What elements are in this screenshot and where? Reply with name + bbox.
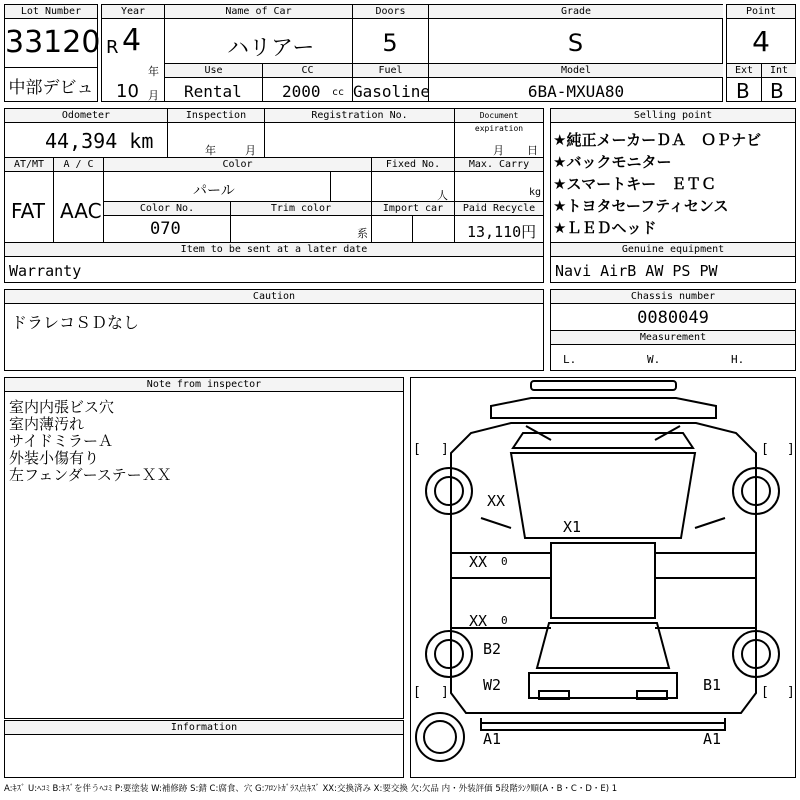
chassis-box bbox=[550, 289, 796, 371]
mark-b1: B1 bbox=[703, 676, 722, 694]
caution-label: Caution bbox=[5, 290, 543, 304]
inspection-label: Inspection bbox=[167, 109, 264, 123]
bracket-right-bottom: [ bbox=[761, 685, 769, 700]
point-box bbox=[726, 4, 796, 102]
atmt-label: AT/MT bbox=[5, 158, 53, 172]
bracket-right-bottom-close: ] bbox=[787, 685, 795, 700]
bracket-left-top: [ bbox=[413, 442, 421, 457]
colorno-label: Color No. bbox=[104, 202, 230, 216]
lot-number: 33120 bbox=[5, 25, 101, 60]
auction-venue: 中部デビュ bbox=[8, 78, 94, 98]
colorno-value: 070 bbox=[150, 219, 181, 239]
insp-month-unit: 月 bbox=[245, 144, 256, 157]
registration-label: Registration No. bbox=[264, 109, 454, 123]
car-diagram-box bbox=[410, 377, 796, 778]
color-value: パール bbox=[193, 183, 235, 199]
doors-label: Doors bbox=[352, 5, 428, 19]
information-label: Information bbox=[5, 721, 403, 735]
car-header-box bbox=[101, 4, 723, 102]
mark-front-door: XX bbox=[469, 553, 488, 571]
name-label: Name of Car bbox=[164, 5, 352, 19]
selling-item: ★純正メーカーＤＡ ＯＰナビ bbox=[553, 131, 762, 149]
bracket-left-top-close: ] bbox=[441, 442, 449, 457]
import-label: Import car bbox=[372, 202, 454, 216]
trim-unit: 系 bbox=[357, 227, 368, 240]
lot-label: Lot Number bbox=[5, 5, 97, 19]
doc-day-unit: 日 bbox=[527, 144, 538, 157]
details-box bbox=[4, 108, 544, 283]
odometer-value: 44,394 km bbox=[45, 129, 154, 153]
grade-label: Grade bbox=[428, 5, 723, 19]
trim-label: Trim color bbox=[231, 202, 371, 216]
recycle-label: Paid Recycle bbox=[455, 202, 543, 216]
ac-value: AAC bbox=[60, 199, 102, 223]
year-label: Year bbox=[102, 5, 164, 19]
model-value: 6BA-MXUA80 bbox=[527, 82, 625, 101]
inspector-line: サイドミラーＡ bbox=[9, 432, 113, 450]
month-value: 10 bbox=[116, 81, 139, 102]
later-label: Item to be sent at a later date bbox=[5, 243, 543, 257]
model-label: Model bbox=[429, 64, 723, 78]
genuine-label: Genuine equipment bbox=[551, 243, 795, 257]
doc-exp-label: Document expiration bbox=[454, 109, 543, 123]
mark-b2: B2 bbox=[483, 640, 502, 658]
atmt-value: FAT bbox=[11, 199, 46, 223]
carry-label: Max. Carry bbox=[454, 158, 543, 172]
selling-label: Selling point bbox=[551, 109, 795, 123]
use-value: Rental bbox=[184, 82, 242, 101]
use-label: Use bbox=[165, 64, 262, 78]
genuine-value: Navi AirB AW PS PW bbox=[555, 262, 718, 280]
grade-value: S bbox=[567, 29, 584, 57]
measure-w: W. bbox=[647, 353, 661, 366]
later-value: Warranty bbox=[9, 262, 82, 280]
inspector-line: 外装小傷有り bbox=[9, 449, 100, 467]
color-label: Color bbox=[103, 158, 371, 172]
mark-a1-left: A1 bbox=[483, 730, 502, 748]
mark-a1-right: A1 bbox=[703, 730, 722, 748]
year-unit: 年 bbox=[148, 65, 159, 78]
year-value: 4 bbox=[122, 23, 142, 58]
car-name: ハリアー bbox=[227, 36, 315, 61]
selling-item: ★バックモニター bbox=[553, 153, 672, 171]
fuel-value: Gasoline bbox=[353, 82, 431, 101]
selling-item: ★ＬＥＤヘッド bbox=[553, 219, 657, 237]
car-diagram bbox=[411, 378, 795, 777]
mark-zero-2: 0 bbox=[501, 614, 508, 627]
insp-year-unit: 年 bbox=[205, 144, 216, 157]
bracket-left-bottom-close: ] bbox=[441, 685, 449, 700]
year-era: R bbox=[106, 37, 119, 58]
selling-item: ★トヨタセーフティセンス bbox=[553, 197, 729, 215]
bracket-right-top-close: ] bbox=[787, 442, 795, 457]
chassis-label: Chassis number bbox=[551, 290, 795, 304]
cc-unit: cc bbox=[332, 87, 345, 98]
ac-label: A / C bbox=[53, 158, 103, 172]
information-box bbox=[4, 720, 404, 778]
point-label: Point bbox=[727, 5, 795, 19]
mark-rear-door: XX bbox=[469, 612, 488, 630]
recycle-value: 13,110円 bbox=[467, 223, 537, 241]
mark-zero-1: 0 bbox=[501, 555, 508, 568]
month-unit: 月 bbox=[148, 89, 159, 102]
mark-front-fender: XX bbox=[487, 492, 506, 510]
bracket-right-top: [ bbox=[761, 442, 769, 457]
caution-text: ドラレコＳＤなし bbox=[11, 313, 140, 332]
measure-l: L. bbox=[563, 353, 577, 366]
inspector-label: Note from inspector bbox=[5, 378, 403, 392]
fuel-label: Fuel bbox=[353, 64, 428, 78]
ext-value: B bbox=[736, 79, 750, 103]
selling-box bbox=[550, 108, 796, 283]
mark-w2: W2 bbox=[483, 676, 502, 694]
doc-month-unit: 月 bbox=[493, 144, 504, 157]
inspector-line: 左フェンダーステーＸＸ bbox=[9, 466, 172, 484]
selling-item: ★スマートキー ＥＴＣ bbox=[553, 175, 717, 193]
chassis-value: 0080049 bbox=[637, 308, 709, 328]
measure-h: H. bbox=[731, 353, 745, 366]
int-label: Int bbox=[762, 64, 796, 78]
int-value: B bbox=[770, 79, 784, 103]
point-value: 4 bbox=[752, 25, 770, 58]
cc-value: 2000 bbox=[282, 82, 321, 101]
caution-box bbox=[4, 289, 544, 371]
ext-label: Ext bbox=[727, 64, 761, 78]
carry-unit: kg bbox=[529, 187, 542, 198]
legend-text: A:ｷｽﾞ U:ﾍｺﾐ B:ｷｽﾞを伴うﾍｺﾐ P:要塗装 W:補修跡 S:錆 C:腐食、穴 G:ﾌﾛﾝﾄｶﾞﾗｽ点ｷｽﾞ XX:交換済み X:要交換 欠:欠品 内・外装評価 5段階ﾗﾝｸ順(A・B・C・D・E) 1 bbox=[4, 784, 618, 794]
fixed-unit: 人 bbox=[437, 189, 448, 202]
cc-label: CC bbox=[263, 64, 352, 78]
mark-roof: X1 bbox=[563, 518, 582, 536]
inspector-line: 室内薄汚れ bbox=[9, 415, 85, 433]
inspector-line: 室内内張ビス穴 bbox=[9, 398, 115, 416]
bracket-left-bottom: [ bbox=[413, 685, 421, 700]
inspector-box bbox=[4, 377, 404, 719]
doors-value: 5 bbox=[382, 29, 398, 57]
odometer-label: Odometer bbox=[5, 109, 167, 123]
lot-box bbox=[4, 4, 101, 102]
measurement-label: Measurement bbox=[551, 331, 795, 345]
fixed-label: Fixed No. bbox=[371, 158, 454, 172]
